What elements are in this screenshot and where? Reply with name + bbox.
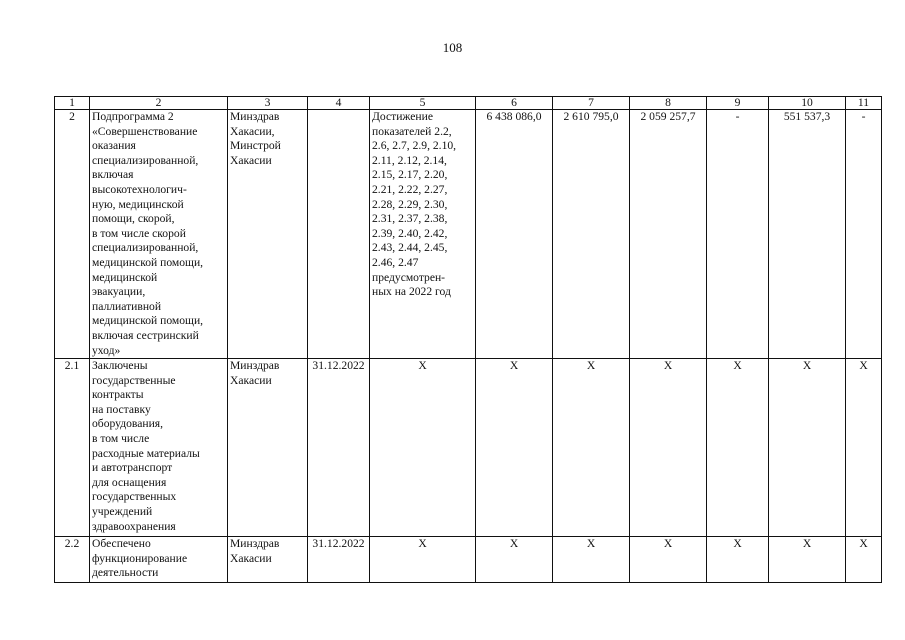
value-col-8: Х (630, 359, 707, 537)
measure-name: Заключены государственные контракты на поставку оборудования, в том числе расходные материалы и автотранспорт для оснащения государственных учреждений здравоохранения (90, 359, 228, 537)
header-cell: 4 (308, 97, 370, 110)
header-cell: 2 (90, 97, 228, 110)
value-col-10: 551 537,3 (769, 110, 846, 359)
value-col-9: Х (707, 359, 769, 537)
value-col-7: 2 610 795,0 (553, 110, 630, 359)
value-col-10: Х (769, 537, 846, 583)
header-cell: 3 (228, 97, 308, 110)
value-col-11: - (846, 110, 882, 359)
value-col-9: - (707, 110, 769, 359)
measure-name: Подпрограмма 2 «Совершенствование оказания специализированной, включая высокотехнологич- ную, медицинской помощи, скорой, в том числе скорой специализированной, медицинской помощи, медицинской эвакуации, паллиативной медицинской помощи, включая сестринский уход» (90, 110, 228, 359)
value-col-6: Х (476, 359, 553, 537)
table-row (55, 110, 882, 359)
value-col-6: 6 438 086,0 (476, 110, 553, 359)
row-number: 2 (55, 110, 90, 359)
executor: Минздрав Хакасии (228, 537, 308, 583)
measure-name: Обеспечено функционирование деятельности (90, 537, 228, 583)
header-cell: 11 (846, 97, 882, 110)
header-cell: 5 (370, 97, 476, 110)
deadline: 31.12.2022 (308, 537, 370, 583)
value-col-7: Х (553, 537, 630, 583)
table-row (55, 537, 882, 583)
header-cell: 7 (553, 97, 630, 110)
header-cell: 9 (707, 97, 769, 110)
header-cell: 6 (476, 97, 553, 110)
header-cell: 8 (630, 97, 707, 110)
row-number: 2.2 (55, 537, 90, 583)
value-col-10: Х (769, 359, 846, 537)
deadline: 31.12.2022 (308, 359, 370, 537)
value-col-7: Х (553, 359, 630, 537)
executor: Минздрав Хакасии (228, 359, 308, 537)
expected-result: Х (370, 359, 476, 537)
value-col-8: 2 059 257,7 (630, 110, 707, 359)
value-col-11: Х (846, 537, 882, 583)
table-row (55, 359, 882, 537)
deadline (308, 110, 370, 359)
value-col-8: Х (630, 537, 707, 583)
value-col-6: Х (476, 537, 553, 583)
expected-result: Достижение показателей 2.2, 2.6, 2.7, 2.9, 2.10, 2.11, 2.12, 2.14, 2.15, 2.17, 2.20, 2.21, 2.22, 2.27, 2.28, 2.29, 2.30, 2.31, 2.37, 2.38, 2.39, 2.40, 2.42, 2.43, 2.44, 2.45, 2.46, 2.47 предусмотрен- ных на 2022 год (370, 110, 476, 359)
program-table (54, 96, 882, 583)
header-cell: 10 (769, 97, 846, 110)
value-col-11: Х (846, 359, 882, 537)
expected-result: Х (370, 537, 476, 583)
table-header-row (55, 97, 882, 110)
row-number: 2.1 (55, 359, 90, 537)
executor: Минздрав Хакасии, Минстрой Хакасии (228, 110, 308, 359)
page-number: 108 (442, 40, 463, 55)
value-col-9: Х (707, 537, 769, 583)
header-cell: 1 (55, 97, 90, 110)
